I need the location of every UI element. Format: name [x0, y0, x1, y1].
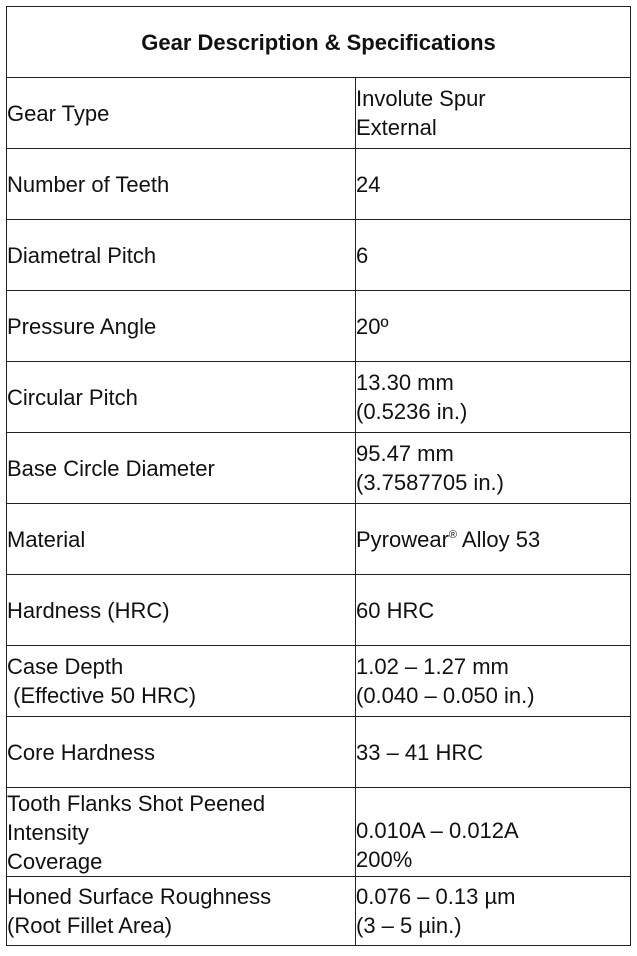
row-value [356, 220, 631, 291]
label-line: Tooth Flanks Shot Peened [7, 790, 266, 816]
row-value [356, 717, 631, 788]
table-row-case-depth [7, 646, 631, 717]
value-text: 6 [356, 242, 369, 268]
registered-mark: ® [448, 528, 458, 541]
value-line: (0.5236 in.) [356, 399, 468, 424]
table-row-circular-pitch [7, 362, 631, 433]
value-line: (3.7587705 in.) [356, 470, 504, 495]
table-row-number-of-teeth [7, 149, 631, 220]
label-line: (Root Fillet Area) [7, 913, 173, 938]
table-title: Gear Description & Specifications [7, 7, 631, 78]
row-label [7, 717, 356, 788]
label-text: Core Hardness [7, 739, 155, 765]
value-line: 1.02 – 1.27 mm [356, 654, 509, 679]
row-label [7, 646, 356, 717]
row-label [7, 149, 356, 220]
label-text: Material [7, 526, 86, 552]
table-row-core-hardness [7, 717, 631, 788]
value-text: 33 – 41 HRC [356, 739, 484, 765]
value-line: 13.30 mm [356, 370, 454, 395]
table-row-hardness [7, 575, 631, 646]
label-text: Diametral Pitch [7, 242, 157, 268]
label-text: Base Circle Diameter [7, 455, 215, 481]
table-row-shot-peened [7, 788, 631, 877]
row-value [356, 291, 631, 362]
row-label [7, 220, 356, 291]
row-value [356, 362, 631, 433]
label-line: (Effective 50 HRC) [7, 683, 197, 708]
gear-spec-table [6, 6, 631, 946]
row-label [7, 362, 356, 433]
row-value [356, 433, 631, 504]
label-text: Circular Pitch [7, 384, 138, 410]
label-text: Number of Teeth [7, 171, 170, 197]
value-line: 0.010A – 0.012A [356, 818, 519, 843]
table-row-surface-roughness [7, 877, 631, 946]
value-line: 95.47 mm [356, 441, 454, 466]
table-row-gear-type [7, 78, 631, 149]
value-line: Involute Spur [356, 86, 486, 111]
value-line: External [356, 115, 437, 140]
value-text: 20º [356, 313, 389, 339]
label-text: Hardness (HRC) [7, 597, 170, 623]
value-line: 200% [356, 847, 413, 872]
row-value [356, 575, 631, 646]
row-label [7, 291, 356, 362]
table-row-base-circle-diameter [7, 433, 631, 504]
value-text: 24 [356, 171, 381, 197]
row-label [7, 877, 356, 946]
row-value [356, 504, 631, 575]
row-label [7, 504, 356, 575]
row-label [7, 575, 356, 646]
label-text: Gear Type [7, 100, 110, 126]
label-line: Coverage [7, 848, 103, 874]
row-label [7, 433, 356, 504]
value-line: 0.076 – 0.13 µm [356, 884, 516, 909]
label-line: Honed Surface Roughness [7, 884, 272, 909]
row-value [356, 78, 631, 149]
value-text: Alloy 53 [457, 526, 541, 552]
row-value [356, 788, 631, 877]
row-value [356, 646, 631, 717]
value-line: (0.040 – 0.050 in.) [356, 683, 535, 708]
table-row-diametral-pitch [7, 220, 631, 291]
label-line: Intensity [7, 819, 89, 845]
value-line: (3 – 5 µin.) [356, 913, 462, 938]
table-row-pressure-angle [7, 291, 631, 362]
value-text: 60 HRC [356, 597, 435, 623]
row-label [7, 78, 356, 149]
label-text: Pressure Angle [7, 313, 157, 339]
value-text: Pyrowear [356, 526, 449, 552]
table-header-row [7, 7, 631, 78]
row-value [356, 877, 631, 946]
label-line: Case Depth [7, 654, 124, 679]
table-row-material [7, 504, 631, 575]
row-label [7, 788, 356, 877]
row-value [356, 149, 631, 220]
